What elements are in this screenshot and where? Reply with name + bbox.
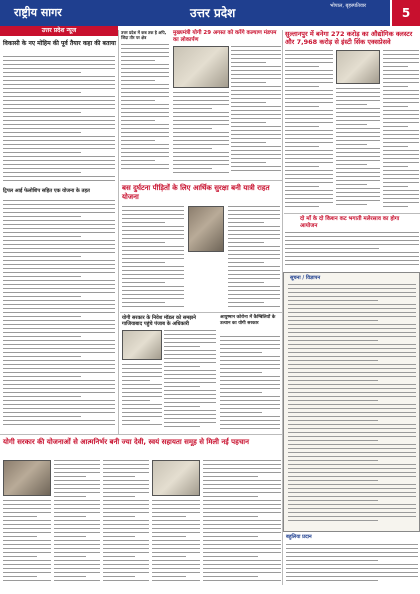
left-section-strip: उत्तर प्रदेश न्यूज bbox=[0, 26, 118, 36]
section-rule bbox=[0, 434, 282, 435]
cluster-photo bbox=[336, 50, 380, 84]
issue-date: भोपाल, बृहस्पतिवार bbox=[330, 3, 367, 9]
center-small-body bbox=[121, 44, 169, 174]
leader-photo bbox=[188, 206, 224, 252]
cluster-body bbox=[285, 50, 333, 210]
section-rule bbox=[120, 312, 282, 313]
ayushman-headline: आयुष्मान कोरोना में कैम्बिलियों के उत्थान का योगी सरकार bbox=[220, 315, 276, 326]
malaria-body bbox=[285, 232, 419, 268]
bus-accident-headline: बस दुर्घटना पीड़ितों के लिए आर्थिक सुरक्षा बनी यात्री राहत योजना bbox=[122, 184, 270, 201]
cm-event-body-2 bbox=[173, 92, 229, 176]
officials-photo bbox=[122, 330, 162, 360]
investment-body-2 bbox=[122, 364, 162, 430]
bottom-body-2 bbox=[54, 460, 100, 584]
industrial-cluster-headline: सुल्तानपुर में बनेगा 272 करोड़ का औद्योगिक क्लस्टर और 7,968 करोड़ से इंस्टी सिंक एक्सप्रेसवे bbox=[285, 30, 413, 46]
notice-body bbox=[288, 284, 416, 528]
malaria-headline: दो माँ के दो किशन कट भगाती मलेरसाव का होगा आयोजन bbox=[300, 216, 400, 229]
section-rule bbox=[284, 213, 420, 214]
page-number: 5 bbox=[392, 0, 420, 26]
bottom-headline: योगी सरकार की योजनाओं से आत्मनिर्भर बनी ज्या देवी, स्वयं सहायता समूह से मिली नई पहचान bbox=[3, 438, 249, 446]
bottom-photo-1 bbox=[3, 460, 51, 496]
investment-model-headline: योगी सरकार के निवेश मॉडल को समझने गाजियाबाद पहुंचे पंजाब के अधिकारी bbox=[122, 315, 196, 327]
bottom-right-body bbox=[286, 544, 418, 584]
cm-photo bbox=[173, 46, 229, 88]
bottom-body-5 bbox=[203, 460, 281, 584]
bus-accident-body bbox=[122, 206, 184, 310]
bottom-body-3 bbox=[103, 460, 149, 584]
cluster-body-2 bbox=[383, 50, 419, 210]
cluster-body-3 bbox=[336, 88, 380, 210]
notice-title: सूचना / विज्ञापन bbox=[290, 275, 321, 281]
column-rule bbox=[118, 30, 119, 435]
cm-event-body bbox=[231, 46, 281, 176]
masthead bbox=[0, 0, 420, 26]
paper-title: राष्ट्रीय सागर bbox=[0, 0, 118, 26]
center-small-headline: उत्तर प्रदेश में कब तक है अपि, जिंदा तीर पर क्षेत्र bbox=[121, 30, 167, 40]
left-mid-body bbox=[3, 200, 115, 430]
left-top-headline: विकासी के नए मोहिम की पूर्व तैयार कहा की बताया bbox=[3, 40, 116, 47]
cm-event-headline: मुख्यमंत्री योगी 29 अगस्त को करेंगे कल्याण मंडपम का लोकार्पण bbox=[173, 30, 277, 43]
ayushman-body bbox=[220, 336, 280, 430]
bus-accident-body-2 bbox=[228, 206, 280, 310]
bottom-right-headline: बहुलिया प्रदान bbox=[286, 534, 312, 540]
bottom-body-1 bbox=[3, 500, 51, 584]
investment-body bbox=[164, 330, 216, 430]
left-top-body bbox=[3, 56, 115, 184]
left-mid-headline: ट्रिपल आई फेलोशिप सहित एक योजना के तहत bbox=[3, 188, 90, 194]
bottom-photo-2 bbox=[152, 460, 200, 496]
section-rule bbox=[120, 180, 282, 181]
bottom-body-4 bbox=[152, 500, 200, 584]
section-title: उत्तर प्रदेश bbox=[190, 6, 236, 20]
